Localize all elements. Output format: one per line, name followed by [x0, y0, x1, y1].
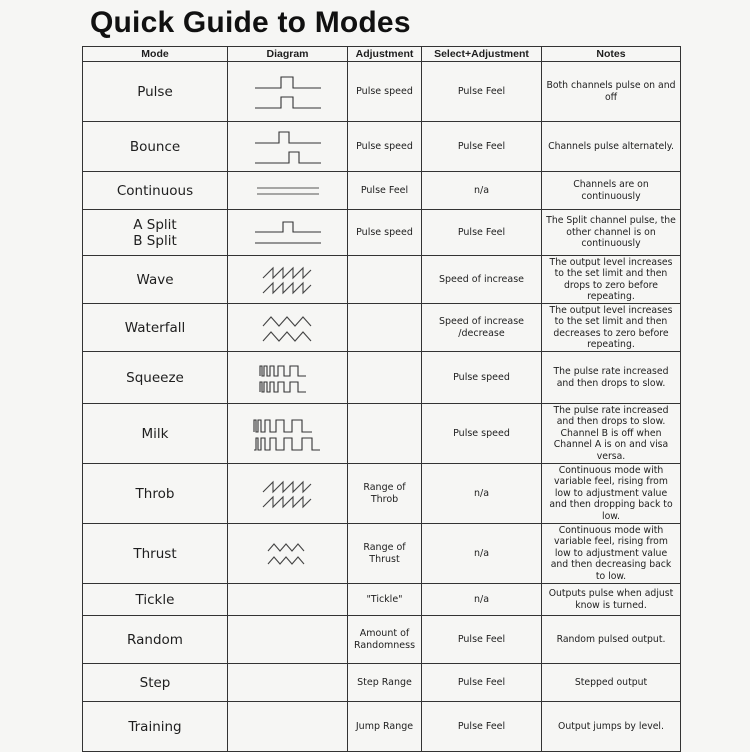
mode-name: Throb — [83, 464, 228, 524]
adjustment-value: Range of Thrust — [348, 524, 422, 584]
notes-value: Channels are on continuously — [542, 172, 681, 210]
adjustment-value: Pulse speed — [348, 210, 422, 256]
select-adjustment-value: Pulse speed — [422, 352, 542, 404]
pulse-diagram-icon — [253, 71, 323, 113]
table-row — [83, 304, 681, 352]
notes-value: Outputs pulse when adjust know is turned. — [542, 584, 681, 616]
adjustment-value: Jump Range — [348, 702, 422, 752]
notes-value: Stepped output — [542, 664, 681, 702]
select-adjustment-value: Pulse speed — [422, 404, 542, 464]
notes-value: The output level increases to the set limit and then drops to zero before repeating. — [542, 256, 681, 304]
table-row — [83, 616, 681, 664]
table-row — [83, 464, 681, 524]
notes-value: Random pulsed output. — [542, 616, 681, 664]
triangle-wave-diagram-icon — [260, 311, 316, 345]
page-title: Quick Guide to Modes — [90, 6, 411, 39]
header-row — [83, 47, 681, 62]
table-row — [83, 702, 681, 752]
notes-value: The pulse rate increased and then drops to slow. Channel B is off when Channel A is on and visa versa. — [542, 404, 681, 464]
mode-name: Step — [83, 664, 228, 702]
mode-name: Tickle — [83, 584, 228, 616]
header-select-adjustment: Select+Adjustment — [422, 47, 542, 62]
sawtooth-diagram-icon — [260, 477, 316, 511]
bounce-diagram-icon — [253, 127, 323, 167]
adjustment-value: "Tickle" — [348, 584, 422, 616]
notes-value: Both channels pulse on and off — [542, 62, 681, 122]
diagram-cell — [228, 352, 348, 404]
diagram-cell — [228, 210, 348, 256]
adjustment-value: Range of Throb — [348, 464, 422, 524]
mode-name: Thrust — [83, 524, 228, 584]
adjustment-value — [348, 256, 422, 304]
mode-name: Wave — [83, 256, 228, 304]
notes-value: The pulse rate increased and then drops to slow. — [542, 352, 681, 404]
mode-name: Pulse — [83, 62, 228, 122]
notes-value: The Split channel pulse, the other channel is on continuously — [542, 210, 681, 256]
table-row — [83, 404, 681, 464]
select-adjustment-value: n/a — [422, 584, 542, 616]
diagram-cell — [228, 524, 348, 584]
notes-value: Continuous mode with variable feel, rising from low to adjustment value and then dropping back to low. — [542, 464, 681, 524]
mode-name: Waterfall — [83, 304, 228, 352]
mode-name: Continuous — [83, 172, 228, 210]
mode-name-b: B Split — [133, 232, 177, 249]
adjustment-value — [348, 404, 422, 464]
split-diagram-icon — [253, 217, 323, 249]
milk-diagram-icon — [252, 412, 324, 456]
select-adjustment-value: Pulse Feel — [422, 62, 542, 122]
mode-name-a: A Split — [133, 216, 177, 233]
modes-table — [82, 46, 681, 752]
select-adjustment-value: n/a — [422, 172, 542, 210]
table-row — [83, 256, 681, 304]
adjustment-value: Pulse speed — [348, 62, 422, 122]
header-adjustment: Adjustment — [348, 47, 422, 62]
table-row — [83, 584, 681, 616]
sawtooth-diagram-icon — [260, 263, 316, 297]
diagram-cell — [228, 616, 348, 664]
diagram-cell — [228, 172, 348, 210]
adjustment-value: Amount of Randomness — [348, 616, 422, 664]
mode-name: Squeeze — [83, 352, 228, 404]
diagram-cell — [228, 62, 348, 122]
diagram-cell — [228, 664, 348, 702]
diagram-cell — [228, 256, 348, 304]
select-adjustment-value: n/a — [422, 524, 542, 584]
mode-name — [83, 210, 228, 256]
header-notes: Notes — [542, 47, 681, 62]
table-row — [83, 664, 681, 702]
mode-name: Milk — [83, 404, 228, 464]
select-adjustment-value: Pulse Feel — [422, 616, 542, 664]
select-adjustment-value: Pulse Feel — [422, 210, 542, 256]
adjustment-value — [348, 352, 422, 404]
notes-value: Continuous mode with variable feel, rising from low to adjustment value and then decreasing back to low. — [542, 524, 681, 584]
triangle-wave-diagram-icon — [265, 539, 311, 569]
diagram-cell — [228, 584, 348, 616]
table-row — [83, 352, 681, 404]
adjustment-value: Pulse speed — [348, 122, 422, 172]
diagram-cell — [228, 464, 348, 524]
diagram-cell — [228, 304, 348, 352]
diagram-cell — [228, 702, 348, 752]
select-adjustment-value: Pulse Feel — [422, 122, 542, 172]
select-adjustment-value: n/a — [422, 464, 542, 524]
mode-name: Training — [83, 702, 228, 752]
table-row — [83, 122, 681, 172]
header-diagram: Diagram — [228, 47, 348, 62]
table-row — [83, 172, 681, 210]
header-mode: Mode — [83, 47, 228, 62]
notes-value: Channels pulse alternately. — [542, 122, 681, 172]
adjustment-value — [348, 304, 422, 352]
continuous-diagram-icon — [253, 181, 323, 201]
table-row — [83, 210, 681, 256]
adjustment-value: Step Range — [348, 664, 422, 702]
table-row — [83, 524, 681, 584]
mode-name: Random — [83, 616, 228, 664]
diagram-cell — [228, 122, 348, 172]
select-adjustment-value: Speed of increase — [422, 256, 542, 304]
squeeze-diagram-icon — [258, 360, 318, 396]
notes-value: Output jumps by level. — [542, 702, 681, 752]
notes-value: The output level increases to the set limit and then decreases to zero before repeating. — [542, 304, 681, 352]
select-adjustment-value: Speed of increase /decrease — [422, 304, 542, 352]
mode-name: Bounce — [83, 122, 228, 172]
select-adjustment-value: Pulse Feel — [422, 664, 542, 702]
adjustment-value: Pulse Feel — [348, 172, 422, 210]
table-row — [83, 62, 681, 122]
diagram-cell — [228, 404, 348, 464]
select-adjustment-value: Pulse Feel — [422, 702, 542, 752]
